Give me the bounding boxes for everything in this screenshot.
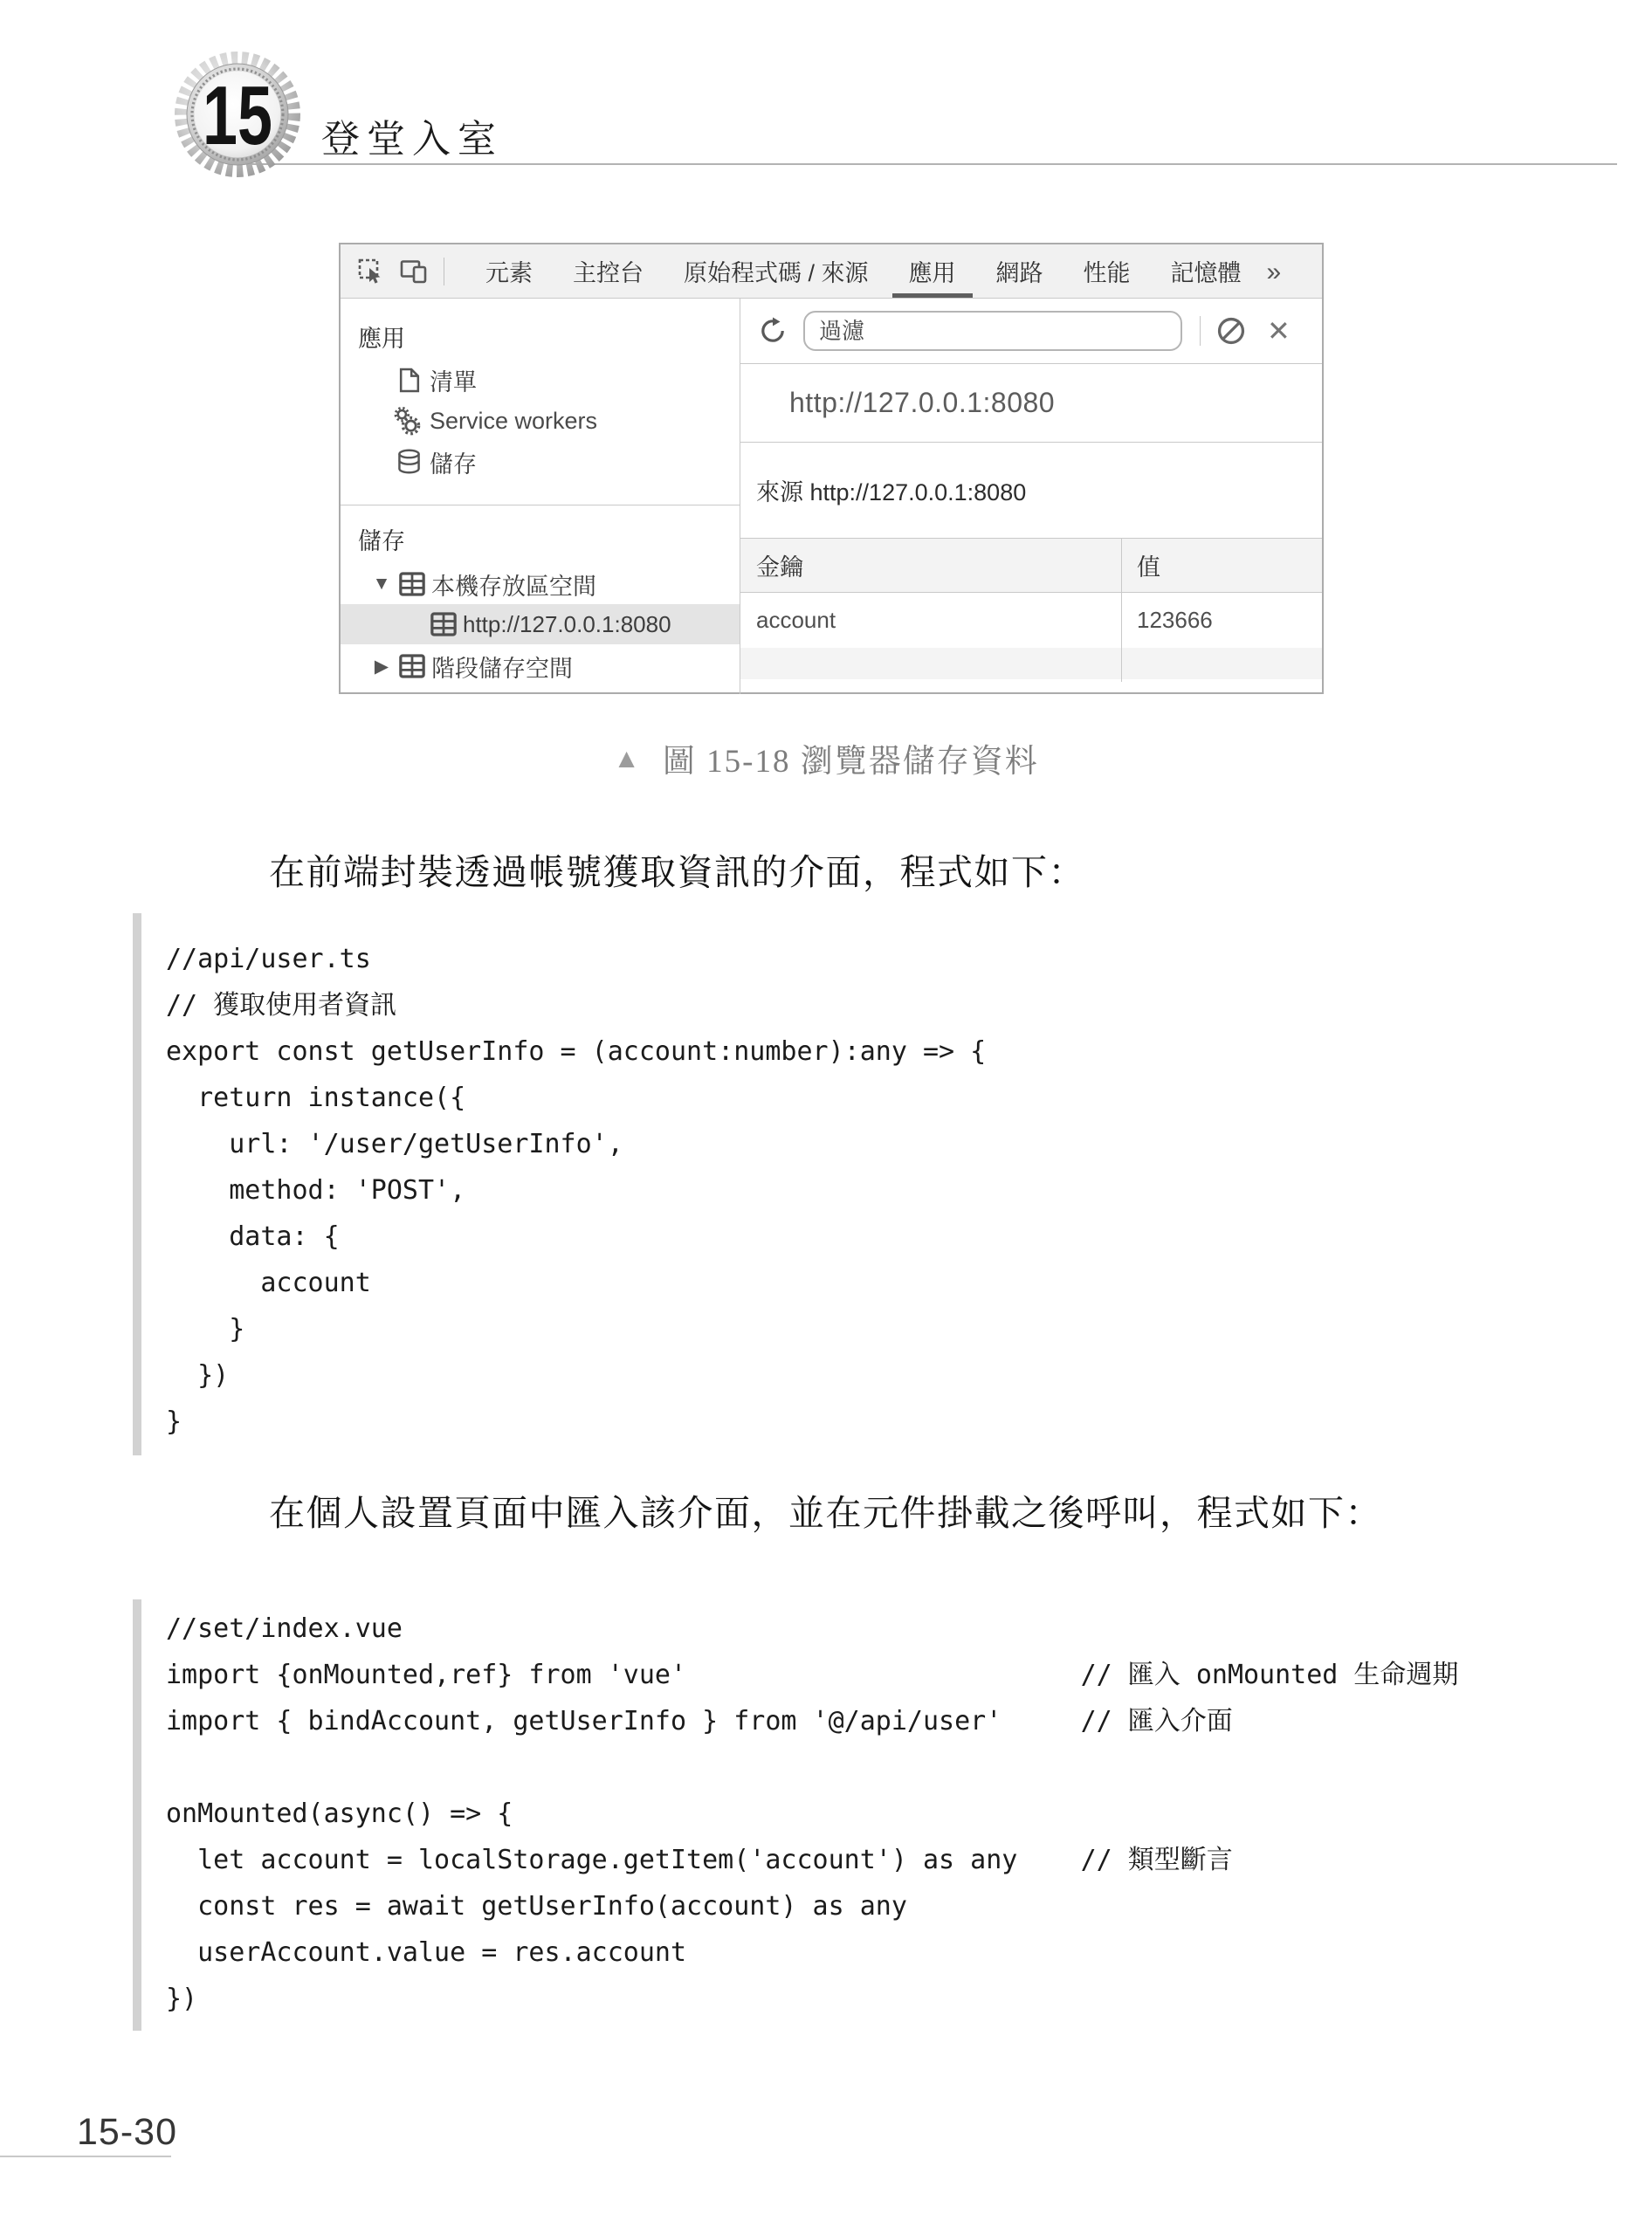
application-section-label: 應用 bbox=[358, 326, 405, 352]
table-column-divider bbox=[1121, 539, 1122, 682]
column-header-value[interactable]: 值 bbox=[1137, 554, 1160, 581]
column-header-key[interactable]: 金鑰 bbox=[756, 554, 803, 581]
code-line: //set/index.vue bbox=[166, 1613, 403, 1644]
service-workers-gears-icon bbox=[384, 406, 430, 436]
chapter-number-badge bbox=[173, 50, 302, 179]
manifest-document-icon bbox=[389, 368, 430, 393]
origin-url: http://127.0.0.1:8080 bbox=[789, 387, 1056, 418]
tree-item-session-storage[interactable]: ▶ 階段儲存空間 bbox=[370, 646, 573, 686]
table-row[interactable] bbox=[740, 593, 1322, 648]
storage-key: account bbox=[756, 607, 836, 633]
code-line: // 獲取使用者資訊 bbox=[166, 990, 397, 1021]
paragraph-1: 在前端封裝透過帳號獲取資訊的介面，程式如下： bbox=[269, 852, 1085, 892]
caption-text: 圖 15-18 瀏覽器儲存資料 bbox=[662, 744, 1039, 780]
filter-input[interactable] bbox=[803, 311, 1182, 351]
code-line: }) bbox=[166, 1360, 230, 1391]
filter-bar-divider bbox=[1200, 316, 1201, 346]
source-label: 來源 bbox=[756, 479, 803, 505]
devtools-storage-panel bbox=[740, 299, 1322, 694]
code-line: } bbox=[166, 1314, 245, 1344]
footer-rule bbox=[0, 2156, 171, 2157]
active-tab-underline bbox=[892, 293, 973, 298]
chapter-header-rule bbox=[246, 163, 1617, 165]
code-block-api-user bbox=[133, 913, 986, 1455]
medal-badge-icon bbox=[173, 50, 302, 179]
table-grid-icon bbox=[424, 612, 463, 636]
sidebar-item-storage[interactable]: 儲存 bbox=[388, 442, 477, 482]
code-block-set-index bbox=[133, 1599, 1458, 2031]
storage-value: 123666 bbox=[1137, 607, 1213, 633]
chevron-collapsed-icon[interactable]: ▶ bbox=[374, 656, 389, 677]
clear-storage-icon[interactable] bbox=[1215, 314, 1248, 347]
storage-database-icon bbox=[388, 449, 430, 476]
page-number: 15-30 bbox=[77, 2111, 177, 2153]
table-grid-icon bbox=[393, 654, 431, 678]
code-line: url: '/user/getUserInfo', bbox=[166, 1129, 623, 1159]
tab-network[interactable]: 網路 bbox=[995, 260, 1043, 286]
source-url: http://127.0.0.1:8080 bbox=[809, 479, 1027, 505]
code-line: onMounted(async() => { bbox=[166, 1798, 513, 1829]
tree-item-origin-selected[interactable]: http://127.0.0.1:8080 bbox=[341, 604, 740, 644]
chevron-expanded-icon[interactable]: ▼ bbox=[372, 574, 391, 594]
code-line: import { bindAccount, getUserInfo } from '@/api/user' // 匯入介面 bbox=[166, 1706, 1233, 1736]
storage-section-label: 儲存 bbox=[358, 528, 405, 554]
tab-memory[interactable]: 記憶體 bbox=[1170, 260, 1242, 286]
tab-performance[interactable]: 性能 bbox=[1083, 260, 1131, 286]
chapter-number: 15 bbox=[203, 69, 272, 162]
devtools-screenshot bbox=[339, 243, 1324, 694]
more-tabs-icon[interactable]: » bbox=[1266, 257, 1282, 286]
code-line: method: 'POST', bbox=[166, 1175, 466, 1206]
code-line: let account = localStorage.getItem('account') as any // 類型斷言 bbox=[166, 1845, 1233, 1875]
paragraph-2: 在個人設置頁面中匯入該介面，並在元件掛載之後呼叫，程式如下： bbox=[269, 1493, 1382, 1533]
code-line: }) bbox=[166, 1984, 198, 2014]
origin-dropdown-row[interactable] bbox=[740, 364, 1322, 443]
caption-triangle-icon: ▲ bbox=[613, 742, 640, 774]
tab-application[interactable]: 應用 bbox=[889, 244, 976, 298]
sidebar-item-service-workers[interactable]: Service workers bbox=[384, 401, 597, 441]
figure-caption bbox=[0, 734, 1652, 781]
tree-item-local-storage[interactable]: ▼ 本機存放區空間 bbox=[370, 564, 596, 604]
code-line: userAccount.value = res.account bbox=[166, 1937, 687, 1968]
chapter-title: 登堂入室 bbox=[321, 118, 503, 161]
code-line: } bbox=[166, 1406, 182, 1437]
storage-filter-bar bbox=[740, 299, 1322, 364]
code-line: account bbox=[166, 1268, 371, 1298]
sidebar-item-manifest[interactable]: 清單 bbox=[389, 360, 477, 400]
inspect-element-icon[interactable] bbox=[356, 257, 386, 286]
table-header-row bbox=[740, 539, 1322, 593]
close-icon[interactable]: ✕ bbox=[1267, 315, 1291, 347]
code-line: //api/user.ts bbox=[166, 944, 371, 974]
devtools-tab-bar bbox=[465, 244, 1262, 298]
code-line: export const getUserInfo = (account:number):any => { bbox=[166, 1036, 987, 1067]
key-value-table bbox=[740, 539, 1322, 694]
devtools-sidebar bbox=[341, 299, 740, 694]
code-line: import {onMounted,ref} from 'vue' // 匯入 onMounted 生命週期 bbox=[166, 1660, 1459, 1690]
tab-elements[interactable]: 元素 bbox=[485, 260, 533, 286]
table-grid-icon bbox=[393, 572, 431, 596]
code-line: data: { bbox=[166, 1221, 340, 1252]
code-line: return instance({ bbox=[166, 1083, 466, 1113]
source-origin-row bbox=[740, 443, 1322, 539]
refresh-icon[interactable] bbox=[758, 316, 788, 346]
tab-console[interactable]: 主控台 bbox=[573, 260, 644, 286]
code-line bbox=[166, 1744, 1458, 1791]
devtools-toolbar bbox=[341, 244, 1322, 299]
device-toolbar-icon[interactable] bbox=[398, 257, 430, 286]
tab-sources[interactable]: 原始程式碼 / 來源 bbox=[684, 260, 869, 286]
empty-table-row bbox=[740, 648, 1322, 679]
code-line: const res = await getUserInfo(account) as any bbox=[166, 1891, 907, 1922]
